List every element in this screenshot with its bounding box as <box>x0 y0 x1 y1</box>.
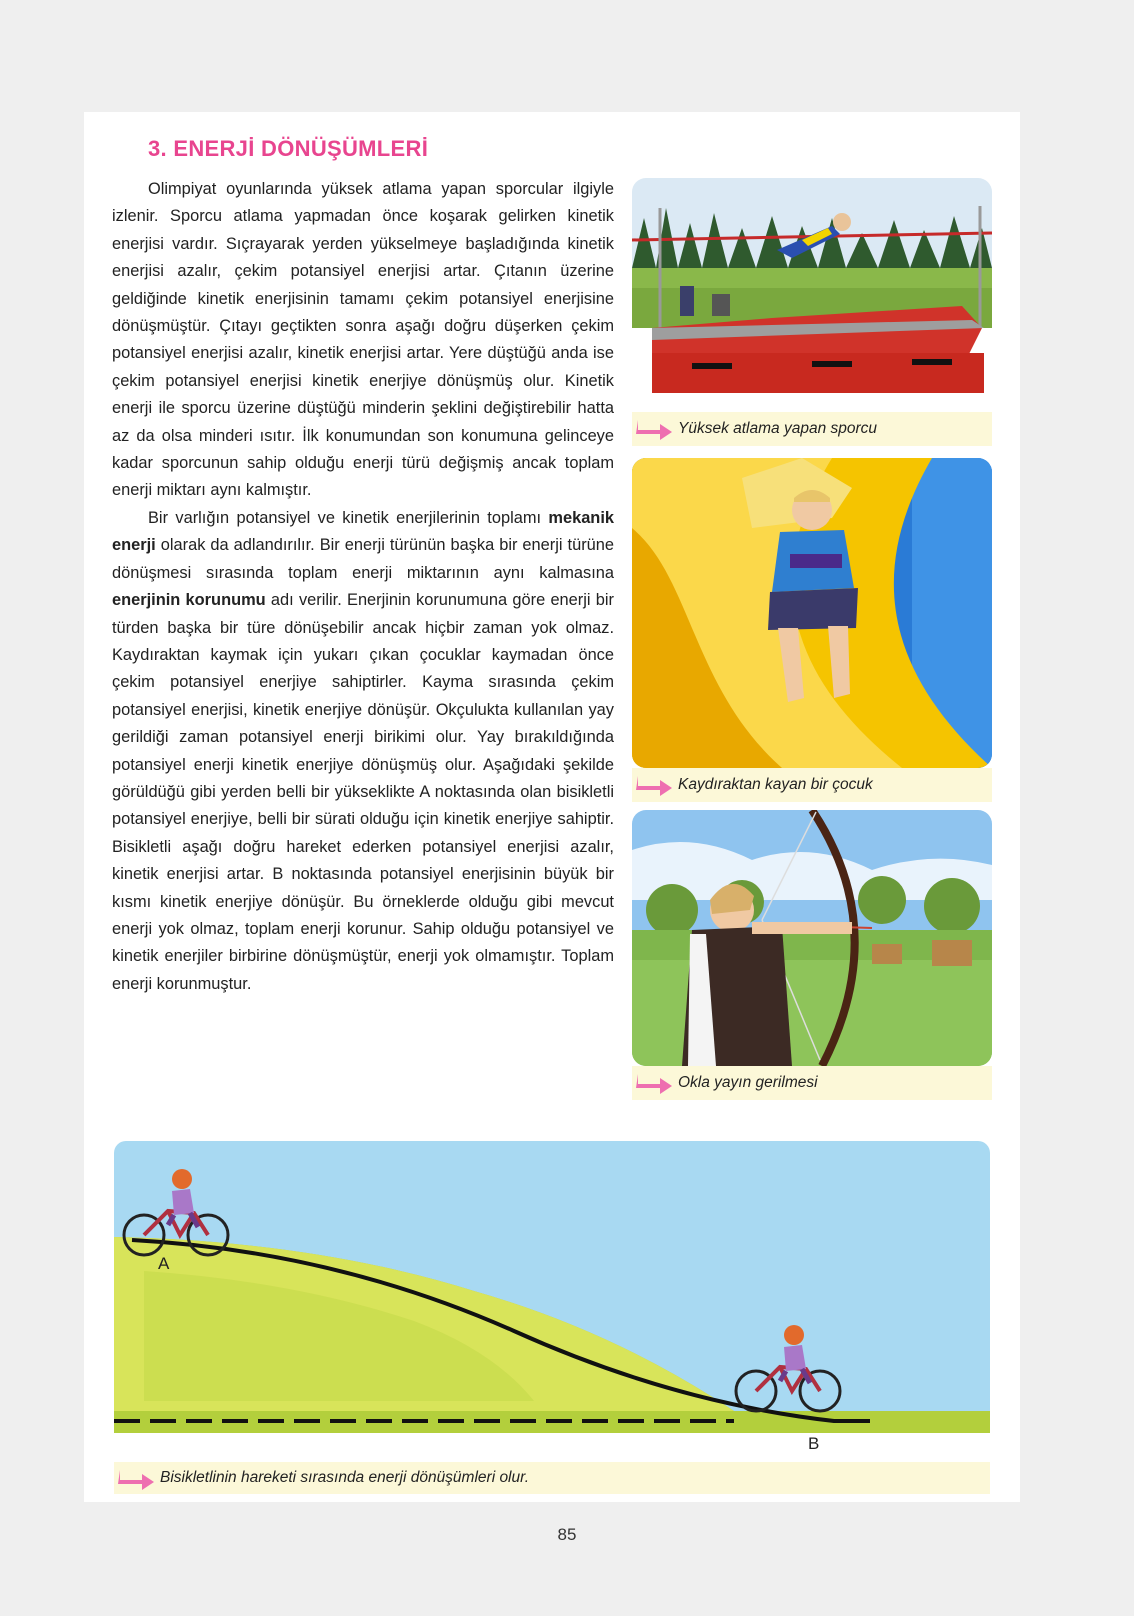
paragraph-2-part-3: adı verilir. Enerjinin korunumuna göre enerji bir türden başka bir türe dönüşebilir ancak hiçbir zaman yok olmaz. Kaydıraktan kaymak için yukarı çıkan çocuklar kaymadan önce çekim potansiyel enerjiye sahiptirler. Kayma sırasında çekim potansiyel enerjisi, kinetik enerjiye dönüşür. Okçulukta kullanılan yay gerildiği zaman potansiyel enerji birikimi olur. Yay bırakıldığında potansiyel enerji kinetik enerjiye dönüşmüş olur. Aşağıdaki şekilde görüldüğü gibi yerden belli bir yükseklikte A noktasında olan bisikletli potansiyel enerjiye, belli bir sürati olduğu için kinetik enerjiye sahiptir. Bisikletli aşağı doğru hareket ederken potansiyel enerjisi azalır, kinetik enerjisi artar. B noktasında potansiyel enerjisinin büyük bir kısmı kinetik enerjiye dönüşür. Bu örneklerde olduğu gibi mevcut enerji yok olmaz, toplam enerji korunur. Sahip olduğu potansiyel ve kinetik enerjiler birbirine dönüşmüştür, enerji yok olmamıştır. Toplam enerji korunmuştur. <box>112 591 614 993</box>
body-text <box>112 176 614 998</box>
paragraph-1: Olimpiyat oyunlarında yüksek atlama yapan sporcular ilgiyle izlenir. Sporcu atlama yapmadan önce koşarak gelirken kinetik enerjisi vardır. Sıçrayarak yerden yükselmeye başladığında kinetik enerjisi azalır, çekim potansiyel enerjisi artar. Çıtanın üzerine geldiğinde kinetik enerjisinin tamamı çekim potansiyel enerjisine dönüşmüştür. Çıtayı geçtikten sonra aşağı doğru düşerken çekim potansiyel enerjisi azalır, kinetik enerjisi artar. Yere düştüğü anda ise çekim potansiyel enerjisi kinetik enerjiye dönüşmüş olur. Kinetik enerji ile sporcu üzerine düştüğü minderin şeklini değiştirebilir hatta az da olsa minderi ısıtır. İlk konumundan son konumuna gelinceye kadar sporcunun sahip olduğu enerji türü değişmiş ancak toplam enerji miktarı aynı kalmıştır. <box>112 180 614 500</box>
caption-high-jump-text: Yüksek atlama yapan sporcu <box>678 420 878 437</box>
caption-arrow-icon <box>636 418 674 440</box>
page-number: 85 <box>557 1525 577 1544</box>
term-energy-conservation: enerjinin korunumu <box>112 591 266 610</box>
caption-archery <box>632 1066 992 1100</box>
paragraph-2 <box>112 505 614 998</box>
caption-bicycle-text: Bisikletlinin hareketi sırasında enerji dönüşümleri olur. <box>160 1469 530 1486</box>
caption-arrow-icon <box>636 1072 674 1094</box>
caption-arrow-icon <box>636 774 674 796</box>
caption-slide-text: Kaydıraktan kayan bir çocuk <box>678 776 873 793</box>
caption-archery-text: Okla yayın gerilmesi <box>678 1074 818 1091</box>
archery-photo <box>632 810 992 1066</box>
point-b-label: B <box>808 1434 820 1453</box>
paragraph-2-part-1: Bir varlığın potansiyel ve kinetik enerjilerinin toplamı <box>148 508 549 527</box>
point-a-label: A <box>158 1254 170 1273</box>
slide-photo <box>632 458 992 768</box>
section-title: 3. ENERJİ DÖNÜŞÜMLERİ <box>148 136 429 161</box>
caption-slide <box>632 768 992 802</box>
term-mechanical-energy: mekanik enerji <box>112 508 614 555</box>
caption-arrow-icon <box>118 1468 156 1490</box>
caption-high-jump <box>632 412 992 446</box>
high-jump-photo <box>632 178 992 412</box>
paragraph-2-part-2: olarak da adlandırılır. Bir enerji türünün başka bir enerji türüne dönüşmesi sırasında toplam enerji miktarının aynı kalmasına <box>112 536 614 582</box>
caption-bicycle <box>114 1462 990 1494</box>
bicycle-hill-diagram <box>114 1141 990 1433</box>
